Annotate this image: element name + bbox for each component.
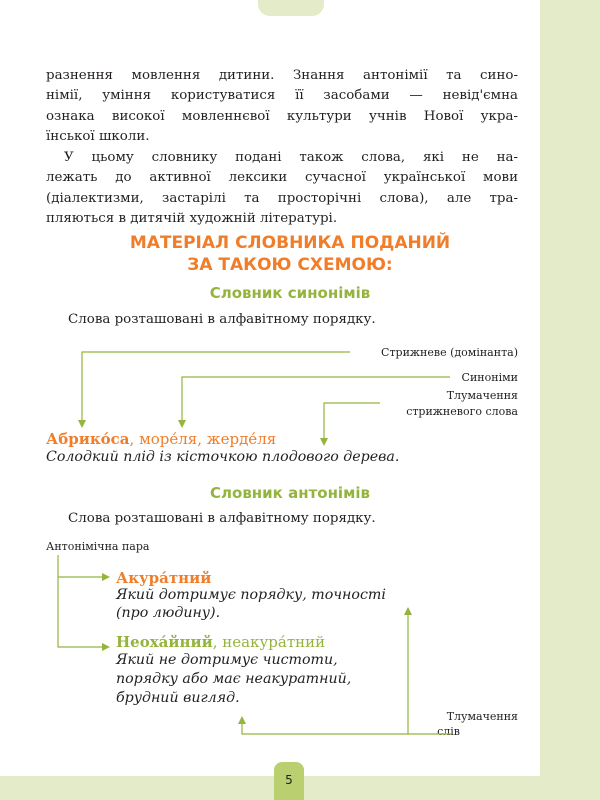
arrow-definitions-words-branch [242, 718, 408, 734]
page-number: 5 [285, 773, 293, 787]
synonym-headword: Абрико́са [46, 430, 130, 448]
text-line: пляються в дитячій художній літературі. [46, 211, 338, 227]
antonym-word-2: Неоха́йний [116, 633, 213, 651]
antonyms-order-note: Слова розташовані в алфавітному порядку. [68, 511, 376, 526]
section-heading-line-2: ЗА ТАКОЮ СХЕМОЮ: [187, 255, 393, 275]
antonym-2-definition-line-3: брудний вигляд. [116, 690, 240, 706]
antonym-2-definition-line-2: порядку або має неакуратний, [116, 671, 352, 687]
separator: , [129, 430, 140, 448]
label-dominant: Стрижневе (домінанта) [381, 346, 518, 359]
label-definition-core-2: стрижневого слова [406, 405, 518, 418]
text-line: У цьому словнику подані також слова, які не на- [64, 150, 518, 165]
label-definition-words-1: Тлумачення [446, 710, 518, 723]
text-line: ознака високої мовленнєвої культури учнів Нової укра- [46, 108, 518, 124]
text-line: (діалектизми, застарілі та просторічні слова), але тра- [46, 190, 518, 206]
label-definition-core-1: Тлумачення [446, 389, 518, 402]
antonyms-title: Словник антонімів [210, 484, 370, 502]
synonyms-title: Словник синонімів [209, 284, 371, 302]
arrow-definition [324, 403, 380, 444]
text-line: разнення мовлення дитини. Знання антонімії та сино- [46, 68, 518, 83]
antonym-word-1: Акура́тний [116, 569, 212, 587]
antonym-1-definition-line-1: Який дотримує порядку, точності [116, 587, 386, 603]
arrow-dominant [82, 352, 350, 426]
section-heading-line-1: МАТЕРІАЛ СЛОВНИКА ПОДАНИЙ [129, 233, 451, 253]
separator: , [197, 430, 207, 448]
synonym-definition: Солодкий плід із кісточкою плодового дерева. [46, 449, 400, 465]
label-definition-words-2: слів [437, 725, 460, 738]
text-line: їнської школи. [46, 129, 150, 145]
antonym-2-definition-line-1: Який не дотримує чистоти, [116, 652, 338, 668]
arrow-definitions-words [408, 609, 452, 734]
synonyms-order-note: Слова розташовані в алфавітному порядку. [68, 312, 376, 327]
arrow-antonym-pair [58, 555, 108, 647]
antonym-1-definition-line-2: (про людину). [116, 605, 221, 621]
text-line: лежать до активної лексики сучасної української мови [46, 170, 518, 186]
label-synonyms: Синоніми [461, 371, 518, 384]
text-line: німії, уміння користуватися її засобами — невід'ємна [46, 88, 518, 104]
arrow-synonyms [182, 377, 450, 426]
label-antonym-pair: Антонімічна пара [46, 540, 150, 553]
antonym-word-2-alt: , неакура́тний [212, 633, 326, 651]
synonym-word-2: жерде́ля [206, 430, 277, 448]
synonym-word-1: море́ля [139, 430, 198, 448]
